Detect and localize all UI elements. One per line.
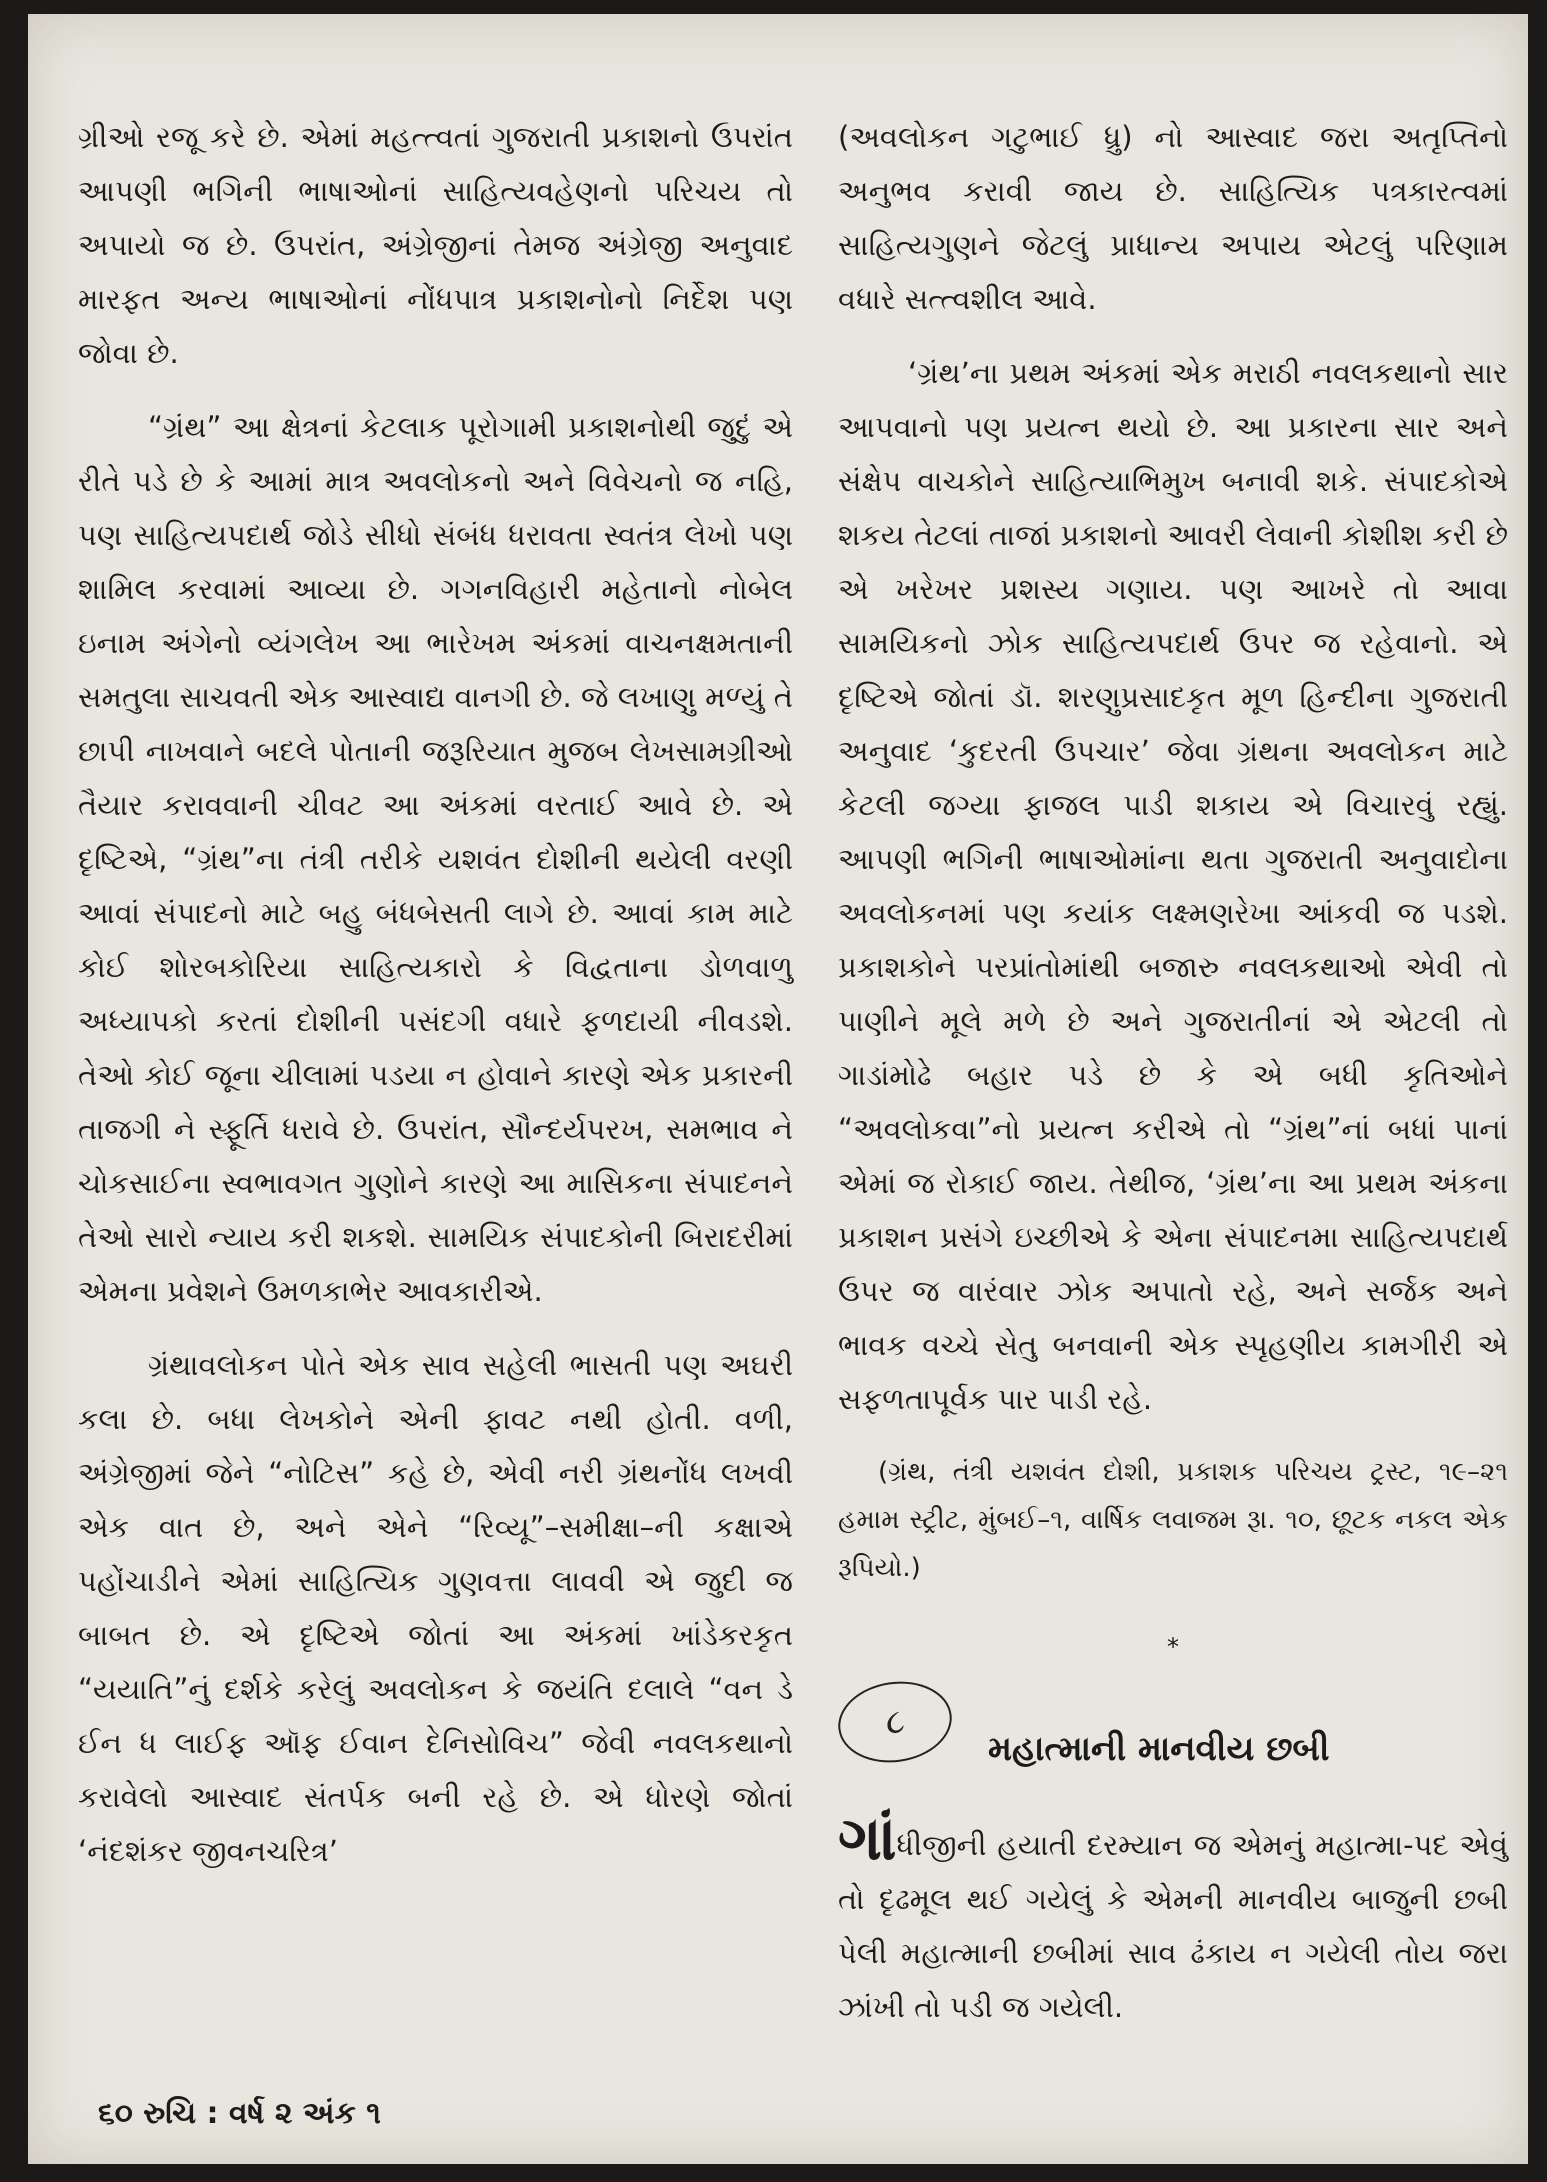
section-paragraph bbox=[838, 1804, 1508, 2034]
section-number-circle: ૮ bbox=[833, 1674, 957, 1769]
right-paragraph-1: (અવલોકન ગટુભાઈ ધ્રુ) નો આસ્વાદ જરા અતૃપ્તિનો અનુભવ કરાવી જાય છે. સાહિત્યિક પત્રકારત્વમાં સાહિત્યગુણને જેટલું પ્રાધાન્ય અપાય એટલું પરિણામ વધારે સત્ત્વશીલ આવે. bbox=[838, 120, 1508, 316]
section-header bbox=[838, 1672, 1508, 1812]
page-footer: ૬૦ રુચિ : વર્ષ ૨ અંક ૧ bbox=[98, 2096, 381, 2131]
right-paragraph-2: ‘ગ્રંથ’ના પ્રથમ અંકમાં એક મરાઠી નવલકથાનો સાર આપવાનો પણ પ્રયત્ન થયો છે. આ પ્રકારના સાર અને સંક્ષેપ વાચકોને સાહિત્યાભિમુખ બનાવી શકે. સંપાદકોએ શકય તેટલાં તાજાં પ્રકાશનો આવરી લેવાની કોશીશ કરી છે એ ખરેખર પ્રશસ્ય ગણાય. પણ આખરે તો આવા સામયિકનો ઝોક સાહિત્યપદાર્થ ઉપર જ રહેવાનો. એ દૃષ્ટિએ જોતાં ડૉ. શરણુપ્રસાદકૃત મૂળ હિન્દીના ગુજરાતી અનુવાદ ‘કુદરતી ઉપચાર’ જેવા ગ્રંથના અવલોકન માટે કેટલી જગ્યા ફાજલ પાડી શકાય એ વિચારવું રહ્યું. આપણી ભગિની ભાષાઓમાંના થતા ગુજરાતી અનુવાદોના અવલોકનમાં પણ કયાંક લક્ષ્મણરેખા આંકવી જ પડશે. પ્રકાશકોને પરપ્રાંતોમાંથી બજારુ નવલકથાઓ એવી તો પાણીને મૂલે મળે છે અને ગુજરાતીનાં એ એટલી તો ગાડાંમોઢે બહાર પડે છે કે એ બધી કૃતિઓને “અવલોકવા”નો પ્રયત્ન કરીએ તો “ગ્રંથ”નાં બધાં પાનાં એમાં જ રોકાઈ જાય. તેથીજ, ‘ગ્રંથ’ના આ પ્રથમ અંકના પ્રકાશન પ્રસંગે ઇચ્છીએ કે એના સંપાદનમા સાહિત્યપદાર્થ ઉપર જ વારંવાર ઝોક અપાતો રહે, અને સર્જક અને ભાવક વચ્ચે સેતુ બનવાની એક સ્પૃહણીય કામગીરી એ સફળતાપૂર્વક પાર પાડી રહે. bbox=[838, 356, 1508, 1416]
magazine-page bbox=[28, 14, 1528, 2164]
publication-citation: (ગ્રંથ, તંત્રી યશવંત દોશી, પ્રકાશક પરિચય ટ્રસ્ટ, ૧૯–૨૧ હમામ સ્ટ્રીટ, મુંબઈ–૧, વાર્ષિક લવાજમ રૂા. ૧૦, છૂટક નકલ એક રૂપિયો.) bbox=[838, 1457, 1508, 1583]
section-paragraph-text: ધીજીની હયાતી દરમ્યાન જ એમનું મહાત્મા-પદ એવું તો દૃઢમૂલ થઈ ગયેલું કે એમની માનવીય બાજુની છબી પેલી મહાત્માની છબીમાં સાવ ઢંકાય ન ગયેલી તોય જરા ઝાંખી તો પડી જ ગયેલી. bbox=[838, 1828, 1508, 2024]
left-column bbox=[78, 110, 793, 1878]
left-paragraph-3: ગ્રંથાવલોકન પોતે એક સાવ સહેલી ભાસતી પણ અઘરી કલા છે. બધા લેખકોને એની ફાવટ નથી હોતી. વળી, અંગ્રેજીમાં જેને “નોટિસ” કહે છે, એવી નરી ગ્રંથનોંધ લખવી એક વાત છે, અને એને “રિવ્યૂ”–સમીક્ષા–ની કક્ષાએ પહોંચાડીને એમાં સાહિત્યિક ગુણવત્તા લાવવી એ જુદી જ બાબત છે. એ દૃષ્ટિએ જોતાં આ અંકમાં ખાંડેકરકૃત “યયાતિ”નું દર્શકે કરેલું અવલોકન કે જયંતિ દલાલે “વન ડે ઈન ધ લાઈફ ઑફ ઈવાન દેનિસોવિચ” જેવી નવલકથાનો કરાવેલો આસ્વાદ સંતર્પક બની રહે છે. એ ધોરણે જોતાં ‘નંદશંકર જીવનચરિત્ર’ bbox=[78, 1348, 793, 1868]
section-separator: * bbox=[1167, 1633, 1179, 1661]
drop-cap: ગાં bbox=[838, 1804, 897, 1874]
section-title: મહાત્માની માનવીય છબી bbox=[988, 1729, 1330, 1769]
left-paragraph-1: ગ્રીઓ રજૂ કરે છે. એમાં મહત્ત્વતાં ગુજરાતી પ્રકાશનો ઉપરાંત આપણી ભગિની ભાષાઓનાં સાહિત્યવહેણનો પરિચય તો અપાયો જ છે. ઉપરાંત, અંગ્રેજીનાં તેમજ અંગ્રેજી અનુવાદ મારફત અન્ય ભાષાઓનાં નોંધપાત્ર પ્રકાશનોનો નિર્દેશ પણ જોવા છે. bbox=[78, 120, 793, 370]
left-paragraph-2: “ગ્રંથ” આ ક્ષેત્રનાં કેટલાક પૂરોગામી પ્રકાશનોથી જુદું એ રીતે પડે છે કે આમાં માત્ર અવલોકનો અને વિવેચનો જ નહિ, પણ સાહિત્યપદાર્થ જોડે સીધો સંબંધ ધરાવતા સ્વતંત્ર લેખો પણ શામિલ કરવામાં આવ્યા છે. ગગનવિહારી મહેતાનો નોબેલ ઇનામ અંગેનો વ્યંગલેખ આ ભારેખમ અંકમાં વાચનક્ષમતાની સમતુલા સાચવતી એક આસ્વાદ્ય વાનગી છે. જે લખાણુ મળ્યું તે છાપી નાખવાને બદલે પોતાની જરૂરિયાત મુજબ લેખસામગ્રીઓ તૈયાર કરાવવાની ચીવટ આ અંકમાં વરતાઈ આવે છે. એ દૃષ્ટિએ, “ગ્રંથ”ના તંત્રી તરીકે યશવંત દોશીની થયેલી વરણી આવાં સંપાદનો માટે બહુ બંધબેસતી લાગે છે. આવાં કામ માટે કોઈ શોરબકોરિયા સાહિત્યકારો કે વિદ્વતાના ડોળવાળુ અધ્યાપકો કરતાં દોશીની પસંદગી વધારે ફળદાયી નીવડશે. તેઓ કોઈ જૂના ચીલામાં પડયા ન હોવાને કારણે એક પ્રકારની તાજગી ને સ્ફૂર્તિ ધરાવે છે. ઉપરાંત, સૌન્દર્યપરખ, સમભાવ ને ચોકસાઈના સ્વભાવગત ગુણોને કારણે આ માસિકના સંપાદનને તેઓ સારો ન્યાય કરી શકશે. સામયિક સંપાદકોની બિરાદરીમાં એમના પ્રવેશને ઉમળકાભેર આવકારીએ. bbox=[78, 410, 793, 1308]
right-column bbox=[838, 110, 1508, 2034]
